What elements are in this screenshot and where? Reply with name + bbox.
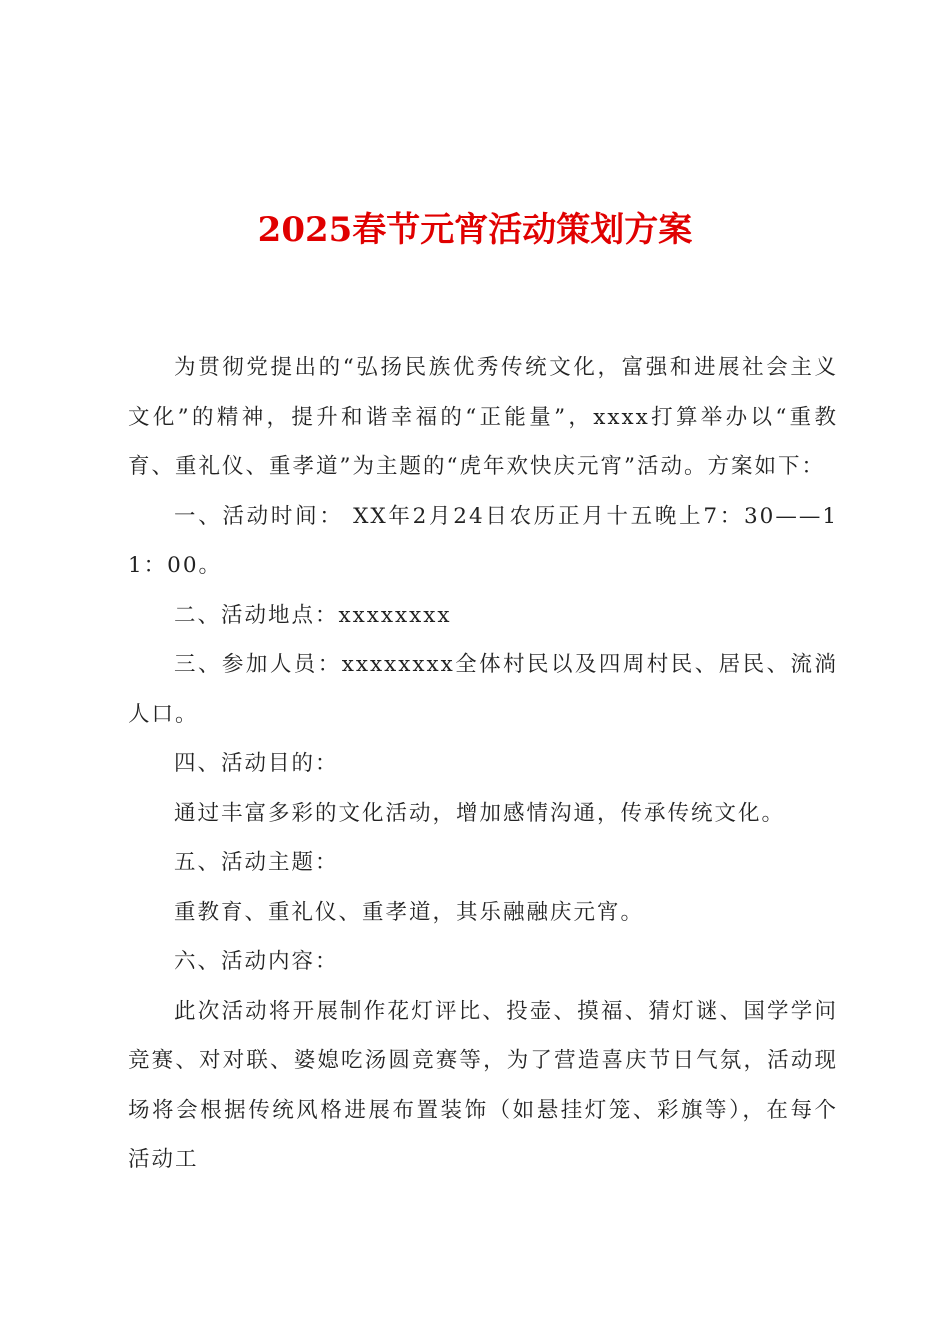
activity-time-paragraph: 一、活动时间： XX年2月24日农历正月十五晚上7：30——11：00。 bbox=[128, 503, 838, 578]
participants-paragraph: 三、参加人员：xxxxxxxx全体村民以及四周村民、居民、流淌人口。 bbox=[128, 652, 838, 727]
content-paragraph: 此次活动将开展制作花灯评比、投壶、摸福、猜灯谜、国学学问竞赛、对对联、婆媳吃汤圆竞赛等，为了营造喜庆节日气氛，活动现场将会根据传统风格进展布置装饰（如悬挂灯笼、彩旗等），在每个活动工 bbox=[128, 998, 838, 1172]
purpose-paragraph: 通过丰富多彩的文化活动，增加感情沟通，传承传统文化。 bbox=[174, 800, 786, 826]
document-body bbox=[128, 343, 838, 1185]
intro-paragraph: 为贯彻党提出的“弘扬民族优秀传统文化，富强和进展社会主义文化”的精神，提升和谐幸福的“正能量”，xxxx打算举办以“重教育、重礼仪、重孝道”为主题的“虎年欢快庆元宵”活动。方案如下： bbox=[128, 355, 838, 479]
theme-heading: 五、活动主题： bbox=[174, 850, 339, 875]
activity-location-paragraph: 二、活动地点：xxxxxxxx bbox=[174, 602, 452, 628]
purpose-heading: 四、活动目的： bbox=[174, 751, 339, 776]
theme-paragraph: 重教育、重礼仪、重孝道，其乐融融庆元宵。 bbox=[174, 899, 645, 925]
document-title: 2025春节元宵活动策划方案 bbox=[257, 210, 693, 250]
content-heading: 六、活动内容： bbox=[174, 949, 339, 974]
